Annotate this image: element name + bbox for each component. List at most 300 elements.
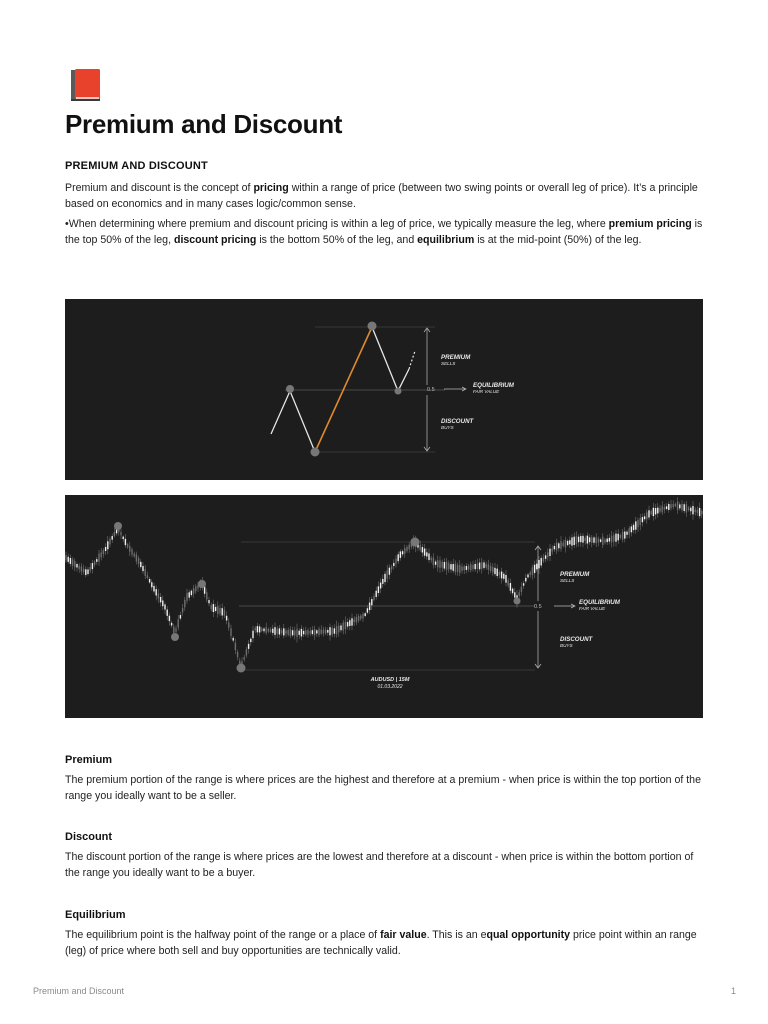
candle-body-222 [554, 546, 555, 549]
candle-body-253 [622, 532, 623, 540]
candle-body-165 [428, 553, 429, 559]
candle-body-266 [651, 511, 652, 514]
candle-body-26 [123, 537, 124, 540]
candle-body-12 [92, 563, 93, 569]
candle-body-221 [552, 549, 553, 552]
candle-body-192 [488, 564, 489, 569]
candle-body-204 [514, 592, 515, 597]
candle-body-193 [490, 566, 491, 571]
discount-heading: Discount [65, 831, 113, 843]
candle-body-81 [244, 657, 245, 659]
price-leg-line [315, 327, 372, 452]
candle-body-188 [479, 563, 480, 570]
candle-body-180 [461, 567, 462, 571]
candle-body-118 [325, 630, 326, 634]
candle-body-5 [76, 564, 77, 567]
candle-body-191 [486, 564, 487, 568]
equilibrium-label: EQUILIBRIUM [579, 599, 620, 606]
candle-body-54 [184, 600, 185, 607]
candle-body-35 [142, 566, 143, 571]
candle-body-122 [334, 628, 335, 633]
candle-body-244 [602, 537, 603, 545]
candle-body-84 [250, 639, 251, 642]
swing-low-marker [237, 664, 246, 673]
candle-body-208 [523, 583, 524, 585]
candle-body-137 [367, 608, 368, 612]
candle-body-216 [541, 558, 542, 565]
candle-body-153 [402, 551, 403, 554]
candle-body-21 [112, 536, 113, 540]
candle-body-282 [686, 504, 687, 512]
candle-body-156 [409, 545, 410, 550]
candle-body-110 [307, 630, 308, 635]
candle-body-7 [81, 566, 82, 571]
candle-body-270 [659, 508, 660, 512]
candle-body-65 [208, 600, 209, 603]
candle-body-38 [149, 579, 150, 583]
candle-body-34 [140, 562, 141, 567]
candle-body-129 [349, 620, 350, 626]
candle-body-55 [186, 593, 187, 601]
discount-sub-label: BUYS [560, 643, 573, 648]
candle-body-251 [618, 534, 619, 541]
candle-body-41 [156, 589, 157, 595]
candle-body-29 [129, 546, 130, 552]
date-label: 01.03.2022 [377, 684, 403, 690]
candle-body-85 [252, 631, 253, 638]
candle-body-33 [138, 558, 139, 564]
candle-body-59 [195, 586, 196, 591]
candle-body-243 [600, 539, 601, 542]
candle-body-136 [365, 613, 366, 616]
candle-body-88 [259, 626, 260, 632]
candle-body-8 [83, 569, 84, 572]
candle-body-261 [640, 518, 641, 525]
candle-body-3 [72, 559, 73, 565]
candle-body-161 [420, 545, 421, 550]
candle-body-147 [389, 568, 390, 575]
candle-body-91 [266, 627, 267, 633]
candle-body-190 [483, 562, 484, 568]
candle-body-284 [690, 508, 691, 512]
candle-body-45 [164, 604, 165, 609]
candle-body-149 [393, 563, 394, 566]
candle-body-177 [455, 564, 456, 572]
candle-body-209 [525, 578, 526, 582]
discount-label: DISCOUNT [560, 636, 593, 643]
candle-body-143 [380, 583, 381, 589]
candle-body-201 [508, 580, 509, 585]
equilibrium-paragraph: The equilibrium point is the halfway point of the range or a place of fair value. This is an equal opportunity price point within an range (leg) of price where both sell and buy opportunities are technically valid. [65, 929, 697, 957]
candle-body-105 [296, 629, 297, 637]
price-path-dashed [409, 351, 415, 369]
candle-body-169 [437, 560, 438, 567]
candle-body-178 [457, 565, 458, 572]
candle-body-281 [684, 504, 685, 511]
candle-body-128 [347, 622, 348, 626]
candle-body-219 [547, 552, 548, 557]
candle-body-4 [74, 561, 75, 567]
candle-body-133 [358, 616, 359, 621]
candle-body-123 [336, 626, 337, 634]
candle-body-265 [648, 510, 649, 517]
candle-body-108 [303, 631, 304, 634]
candle-body-228 [567, 541, 568, 545]
candle-body-83 [248, 644, 249, 649]
candle-body-246 [607, 539, 608, 543]
candle-body-151 [398, 554, 399, 561]
swing-point-marker [286, 385, 294, 393]
candle-body-124 [338, 626, 339, 632]
candle-body-237 [587, 536, 588, 544]
candle-body-19 [107, 541, 108, 549]
candle-body-183 [468, 566, 469, 570]
candle-body-256 [629, 528, 630, 534]
candle-body-95 [274, 627, 275, 635]
candle-body-89 [261, 628, 262, 630]
candle-body-90 [263, 629, 264, 632]
candle-body-114 [316, 630, 317, 633]
candle-body-11 [90, 567, 91, 571]
candle-body-238 [589, 537, 590, 542]
candle-body-214 [536, 564, 537, 570]
candle-body-135 [362, 614, 363, 618]
audusd-chart [65, 495, 703, 718]
equilibrium-sub-label: FAIR VALUE [579, 606, 606, 611]
candle-body-280 [681, 504, 682, 510]
swing-low-marker [311, 448, 320, 457]
candle-body-189 [481, 562, 482, 568]
candle-body-17 [103, 550, 104, 554]
candle-body-241 [596, 537, 597, 543]
candle-body-98 [281, 630, 282, 633]
candle-body-107 [301, 629, 302, 637]
swing-marker-1 [114, 522, 122, 530]
candle-body-127 [345, 622, 346, 629]
candle-body-264 [646, 512, 647, 519]
candle-body-1 [68, 557, 69, 562]
section-heading: PREMIUM AND DISCOUNT [65, 160, 208, 172]
candle-body-166 [431, 558, 432, 561]
book-icon [70, 68, 102, 102]
candle-body-43 [160, 597, 161, 602]
candle-body-16 [101, 552, 102, 557]
candle-body-134 [360, 616, 361, 619]
candle-body-272 [664, 507, 665, 510]
candle-body-273 [666, 506, 667, 509]
candle-body-259 [635, 521, 636, 529]
candle-body-260 [637, 520, 638, 527]
candle-body-226 [563, 543, 564, 546]
candle-body-242 [598, 538, 599, 542]
candle-body-50 [175, 628, 176, 632]
candle-body-10 [87, 569, 88, 574]
candle-body-224 [558, 543, 559, 548]
candle-body-236 [585, 538, 586, 541]
candle-body-289 [701, 511, 702, 514]
candle-body-231 [574, 537, 575, 545]
candle-body-254 [624, 532, 625, 539]
candle-body-47 [169, 616, 170, 621]
candle-body-102 [290, 629, 291, 636]
candle-body-155 [406, 547, 407, 551]
candle-body-109 [305, 630, 306, 634]
candle-body-181 [464, 566, 465, 570]
candle-body-112 [312, 630, 313, 634]
candle-body-106 [299, 631, 300, 635]
premium-label: PREMIUM [560, 571, 590, 578]
candle-body-163 [424, 548, 425, 555]
candle-body-171 [442, 562, 443, 568]
footer-title: Premium and Discount [33, 986, 125, 996]
candle-body-223 [556, 543, 557, 551]
candle-body-275 [670, 504, 671, 508]
candle-body-210 [527, 575, 528, 578]
candle-body-197 [499, 572, 500, 575]
candle-body-94 [272, 629, 273, 633]
premium-label: PREMIUM [441, 354, 471, 361]
candle-body-227 [565, 540, 566, 547]
candle-body-32 [136, 554, 137, 561]
candle-body-274 [668, 504, 669, 510]
candle-body-78 [237, 652, 238, 657]
candle-body-154 [404, 548, 405, 554]
candle-body-175 [450, 564, 451, 569]
candle-body-31 [134, 554, 135, 557]
candle-body-285 [692, 506, 693, 514]
candle-body-73 [226, 616, 227, 621]
candlestick-series [65, 497, 702, 670]
candle-body-22 [114, 532, 115, 536]
candle-body-213 [534, 565, 535, 573]
candle-body-249 [613, 535, 614, 541]
candle-body-44 [162, 600, 163, 606]
candle-body-121 [332, 628, 333, 635]
candle-body-211 [530, 572, 531, 574]
candle-body-119 [327, 630, 328, 633]
candle-body-9 [85, 569, 86, 575]
candle-body-27 [125, 539, 126, 545]
candle-body-36 [145, 569, 146, 576]
candle-body-2 [70, 558, 71, 564]
candle-body-77 [235, 643, 236, 650]
candle-body-66 [211, 605, 212, 609]
price-path-right [372, 327, 409, 391]
candle-body-101 [288, 630, 289, 635]
candle-body-203 [512, 589, 513, 593]
premium-paragraph: The premium portion of the range is where prices are the highest and therefore at a premium - when price is within the top portion of the range you ideally want to be a seller. [65, 774, 701, 802]
candle-body-186 [475, 564, 476, 569]
candle-body-70 [219, 608, 220, 614]
candle-body-234 [580, 536, 581, 542]
candle-body-74 [228, 623, 229, 628]
candle-body-30 [131, 549, 132, 554]
candle-body-176 [453, 564, 454, 571]
candle-body-267 [653, 508, 654, 516]
candle-body-52 [180, 615, 181, 619]
candle-body-252 [620, 535, 621, 538]
candle-body-220 [549, 549, 550, 556]
candle-body-288 [699, 508, 700, 516]
candle-body-125 [340, 625, 341, 630]
candle-body-215 [538, 560, 539, 568]
candle-body-48 [171, 623, 172, 626]
candle-body-86 [255, 628, 256, 631]
candle-body-152 [400, 551, 401, 557]
candle-body-99 [283, 628, 284, 635]
candle-body-276 [673, 504, 674, 507]
candle-body-257 [631, 526, 632, 532]
candle-body-104 [294, 630, 295, 635]
candle-body-263 [644, 516, 645, 519]
candle-body-239 [591, 537, 592, 542]
candle-body-144 [382, 579, 383, 584]
candle-body-13 [94, 562, 95, 565]
candle-body-150 [395, 559, 396, 564]
candle-body-202 [510, 583, 511, 591]
candle-body-75 [230, 628, 231, 636]
candle-body-173 [446, 562, 447, 570]
candle-body-145 [384, 574, 385, 582]
premium-heading: Premium [65, 754, 113, 766]
retrace-marker [395, 388, 402, 395]
equilibrium-heading: Equilibrium [65, 909, 126, 921]
symbol-label: AUDUSD | 15M [370, 677, 410, 683]
candle-body-40 [153, 586, 154, 592]
candle-body-170 [439, 560, 440, 568]
candle-body-138 [369, 603, 370, 610]
candle-body-283 [688, 508, 689, 511]
candle-body-37 [147, 575, 148, 578]
candle-body-117 [323, 630, 324, 634]
intro-paragraph-1: Premium and discount is the concept of pricing within a range of price (between two swing points or overall leg of price). It’s a principle based on economics and in many cases logic/common sense. [65, 182, 698, 210]
candle-body-207 [521, 587, 522, 592]
candle-body-218 [545, 555, 546, 558]
page-title: Premium and Discount [65, 109, 343, 139]
candle-body-162 [422, 547, 423, 552]
candle-body-258 [633, 525, 634, 530]
candle-body-287 [697, 510, 698, 513]
equilibrium-sub-label: FAIR VALUE [473, 389, 500, 394]
candle-body-93 [270, 629, 271, 632]
candle-body-76 [233, 638, 234, 641]
candle-body-0 [65, 555, 66, 560]
discount-sub-label: BUYS [441, 425, 454, 430]
candle-body-168 [435, 562, 436, 565]
candle-body-233 [578, 537, 579, 542]
equilibrium-label: EQUILIBRIUM [473, 382, 514, 389]
page-number: 1 [730, 986, 736, 996]
candle-body-39 [151, 582, 152, 587]
candle-body-57 [191, 591, 192, 595]
candle-body-71 [222, 608, 223, 615]
candle-body-230 [571, 537, 572, 545]
candle-body-247 [609, 538, 610, 542]
candle-body-126 [343, 623, 344, 631]
candle-body-240 [593, 537, 594, 542]
candle-body-20 [109, 539, 110, 545]
candle-body-15 [98, 554, 99, 562]
candle-body-225 [560, 541, 561, 549]
candle-body-255 [626, 532, 627, 535]
candle-body-87 [257, 626, 258, 632]
candle-body-269 [657, 508, 658, 514]
candle-body-103 [292, 630, 293, 635]
candle-body-51 [178, 619, 179, 627]
candle-body-14 [96, 559, 97, 562]
premium-sub-label: SELLS [441, 361, 456, 366]
candle-body-132 [356, 617, 357, 622]
candle-body-164 [426, 552, 427, 556]
candle-body-179 [459, 565, 460, 573]
candle-body-250 [615, 534, 616, 542]
candle-body-148 [391, 566, 392, 569]
candle-body-141 [376, 591, 377, 597]
candle-body-58 [193, 588, 194, 593]
swing-high-marker [368, 322, 377, 331]
candle-body-131 [354, 619, 355, 622]
candle-body-92 [268, 629, 269, 632]
range-diagram [65, 299, 703, 480]
candle-body-82 [246, 649, 247, 655]
candle-body-139 [371, 599, 372, 605]
candle-body-248 [611, 536, 612, 543]
swing-marker-2 [198, 580, 206, 588]
candle-body-184 [470, 564, 471, 570]
candle-body-64 [206, 592, 207, 599]
candle-body-120 [329, 627, 330, 635]
candle-body-278 [677, 502, 678, 510]
candle-body-194 [492, 567, 493, 572]
candle-body-6 [79, 566, 80, 569]
candle-body-229 [569, 540, 570, 544]
candle-body-182 [466, 566, 467, 570]
candle-body-69 [217, 606, 218, 614]
discount-label: DISCOUNT [441, 418, 474, 425]
candle-body-185 [472, 565, 473, 569]
candle-body-140 [373, 596, 374, 600]
candle-body-277 [675, 504, 676, 506]
candle-body-53 [182, 608, 183, 612]
candle-body-174 [448, 563, 449, 569]
intro-paragraph-2: •When determining where premium and discount pricing is within a leg of price, we typically measure the leg, where premium pricing is the top 50% of the leg, discount pricing is the bottom 50% of the leg, and equilibrium is at the mid-point (50%) of the leg. [65, 218, 703, 246]
candle-body-262 [642, 517, 643, 522]
price-path-left [271, 391, 315, 452]
candle-body-245 [604, 539, 605, 542]
candle-body-111 [310, 631, 311, 633]
candle-body-268 [655, 508, 656, 514]
candle-body-100 [285, 631, 286, 634]
candle-body-46 [167, 610, 168, 616]
candle-body-146 [387, 570, 388, 578]
premium-sub-label: SELLS [560, 578, 575, 583]
candle-body-212 [532, 567, 533, 575]
candle-body-130 [351, 618, 352, 625]
discount-paragraph: The discount portion of the range is where prices are the lowest and therefore at a discount - when price is within the bottom portion of the range you ideally want to be a buyer. [65, 851, 694, 879]
candle-body-67 [213, 604, 214, 612]
candle-body-68 [215, 607, 216, 611]
candle-body-217 [543, 557, 544, 561]
candle-body-142 [378, 586, 379, 593]
retrace-marker [514, 598, 521, 605]
candle-body-271 [662, 506, 663, 513]
candle-body-195 [494, 568, 495, 574]
level-label: 0.5 [427, 387, 435, 393]
candle-body-56 [189, 592, 190, 597]
candle-body-206 [519, 592, 520, 596]
candle-body-172 [444, 562, 445, 569]
candle-body-232 [576, 536, 577, 544]
